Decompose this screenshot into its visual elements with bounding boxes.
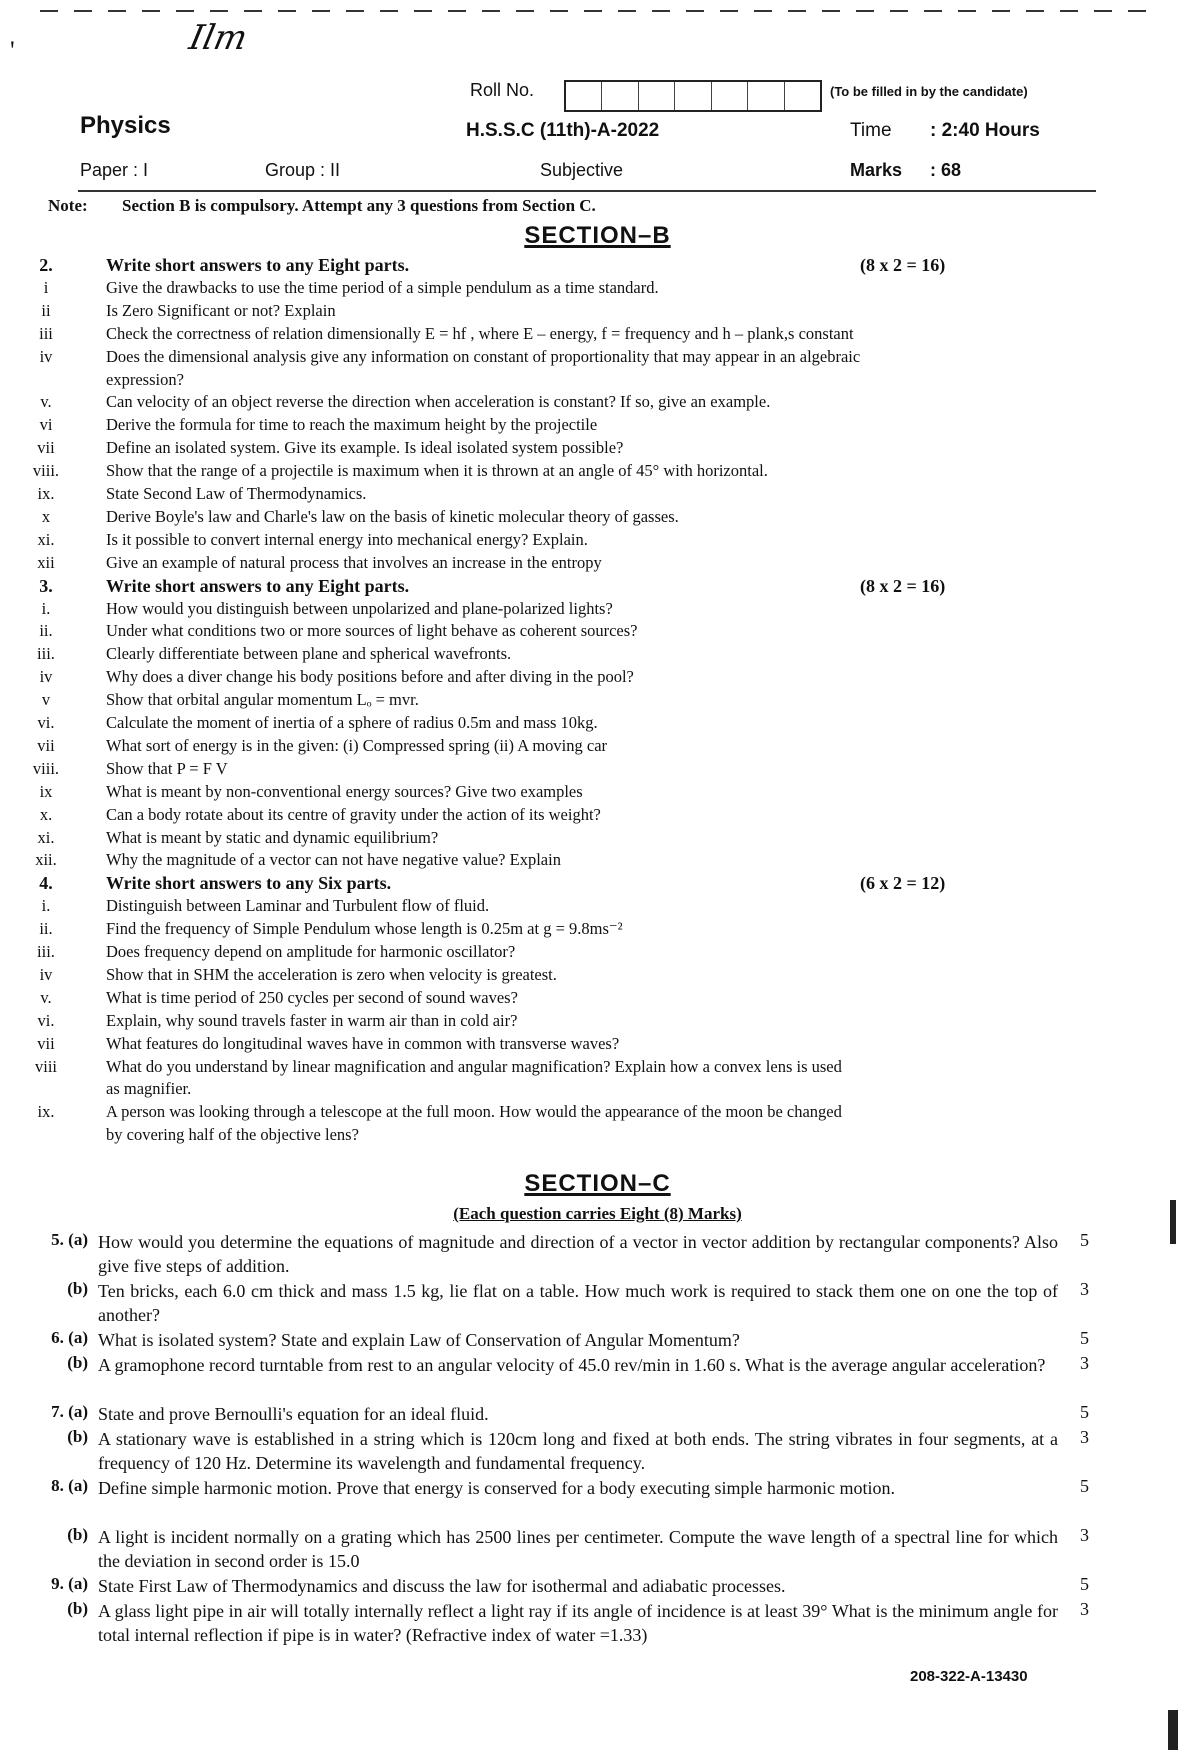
- part-number: iii.: [37, 644, 55, 664]
- part-number: i: [43, 277, 49, 297]
- question-number: (b): [67, 1279, 88, 1298]
- edge-mark-bottom: [1168, 1710, 1178, 1750]
- margin-mark: ': [10, 36, 15, 65]
- part-text: Can velocity of an object reverse the direction when acceleration is constant? If so, give an example.: [106, 392, 771, 412]
- part-text: State Second Law of Thermodynamics.: [106, 484, 367, 503]
- part-number: vi.: [37, 1010, 55, 1030]
- question-text: A glass light pipe in air will totally internally reflect a light ray if its angle of incidence is at least 39° What is the minimum angle for total internal reflection if pipe is in water? (Refractive index of water =1.33): [98, 1601, 1058, 1645]
- question-title: Write short answers to any Eight parts.: [106, 255, 410, 275]
- question-title: Write short answers to any Six parts.: [106, 873, 392, 894]
- part-text: Does the dimensional analysis give any information on constant of proportionality that may appear in an algebraic: [106, 346, 861, 366]
- part-number: i.: [41, 598, 51, 618]
- part-text: as magnifier.: [106, 1079, 192, 1099]
- part-number: v.: [40, 987, 52, 1007]
- part-number: viii: [34, 1056, 57, 1076]
- question-text: Define simple harmonic motion. Prove that energy is conserved for a body executing simple harmonic motion.: [98, 1478, 895, 1498]
- part-number: viii.: [32, 758, 60, 778]
- part-text: Define an isolated system. Give its example. Is ideal isolated system possible?: [106, 438, 624, 458]
- question-marks: (8 x 2 = 16): [860, 575, 946, 596]
- header-divider: [78, 190, 1096, 192]
- part-text: What sort of energy is in the given: (i) Compressed spring (ii) A moving car: [106, 735, 608, 755]
- question-number: (b): [67, 1599, 88, 1618]
- part-text: What do you understand by linear magnification and angular magnification? Explain how a convex lens is used: [106, 1056, 842, 1076]
- handwritten-signature: Ilm: [185, 18, 251, 58]
- question-marks: 3: [1080, 1279, 1089, 1299]
- question-title: Write short answers to any Eight parts.: [106, 575, 410, 596]
- marks-value: : 68: [930, 160, 962, 180]
- part-number: i.: [41, 896, 51, 916]
- question-number: (b): [67, 1427, 88, 1446]
- part-text: Find the frequency of Simple Pendulum whose length is 0.25m at g = 9.8ms⁻²: [106, 919, 623, 939]
- part-number: vii: [37, 438, 55, 458]
- edge-mark: [1170, 1200, 1176, 1244]
- part-text: Show that orbital angular momentum Lₒ = mvr.: [106, 690, 419, 710]
- part-number: ix: [39, 781, 53, 801]
- question-number: 6. (a): [51, 1328, 88, 1347]
- part-number: iv: [39, 667, 53, 687]
- question-marks: 5: [1080, 1328, 1089, 1348]
- part-number: iii: [39, 323, 53, 343]
- note-text: Section B is compulsory. Attempt any 3 questions from Section C.: [122, 196, 596, 215]
- part-number: vi: [39, 415, 53, 435]
- note-label: Note:: [48, 196, 88, 215]
- question-text: State First Law of Thermodynamics and discuss the law for isothermal and adiabatic processes.: [98, 1576, 786, 1596]
- part-number: ix.: [37, 484, 55, 503]
- part-text: Is it possible to convert internal energy into mechanical energy? Explain.: [106, 529, 588, 549]
- roll-number-boxes[interactable]: [564, 80, 822, 112]
- part-text: Under what conditions two or more sources of light behave as coherent sources?: [106, 621, 638, 641]
- part-text: How would you distinguish between unpolarized and plane-polarized lights?: [106, 598, 613, 618]
- part-text: A person was looking through a telescope at the full moon. How would the appearance of the moon be changed: [106, 1102, 842, 1122]
- part-text: Can a body rotate about its centre of gravity under the action of its weight?: [106, 804, 601, 824]
- question-number: (b): [67, 1525, 88, 1544]
- part-text: What is time period of 250 cycles per second of sound waves?: [106, 987, 518, 1007]
- question-marks: 5: [1080, 1230, 1089, 1250]
- part-text: Give the drawbacks to use the time period of a simple pendulum as a time standard.: [106, 277, 659, 297]
- group-label: Group : II: [265, 160, 341, 180]
- part-number: xii: [37, 552, 55, 572]
- question-marks: (6 x 2 = 12): [860, 873, 946, 894]
- part-number: vii: [37, 1033, 55, 1053]
- question-text: A gramophone record turntable from rest to an angular velocity of 45.0 rev/min in 1.60 s. What is the average angular acceleration?: [98, 1355, 1046, 1375]
- part-number: v.: [40, 392, 52, 412]
- question-number: 7. (a): [51, 1402, 88, 1421]
- question-marks: 5: [1080, 1402, 1089, 1422]
- part-text: Show that the range of a projectile is maximum when it is thrown at an angle of 45° with horizontal.: [106, 461, 768, 481]
- part-text: expression?: [106, 369, 184, 389]
- part-text: Show that P = F V: [106, 758, 228, 778]
- question-number: 9. (a): [51, 1574, 88, 1593]
- question-text: A stationary wave is established in a string which is 120cm long and fixed at both ends. The string vibrates in four segments, at a frequency of 120 Hz. Determine its wavelength and fundamental frequency.: [98, 1429, 1058, 1473]
- section-c-title: SECTION–C: [524, 1170, 671, 1197]
- section-c-subtitle: (Each question carries Eight (8) Marks): [453, 1204, 742, 1223]
- question-marks: 5: [1080, 1574, 1089, 1594]
- part-text: Give an example of natural process that involves an increase in the entropy: [106, 552, 602, 572]
- part-number: vii: [37, 735, 55, 755]
- roll-label: Roll No.: [470, 80, 535, 100]
- part-number: viii.: [32, 461, 60, 481]
- part-text: by covering half of the objective lens?: [106, 1125, 359, 1145]
- question-text: How would you determine the equations of magnitude and direction of a vector in vector addition by rectangular components? Also give five steps of addition.: [98, 1232, 1058, 1276]
- part-text: Derive Boyle's law and Charle's law on the basis of kinetic molecular theory of gasses.: [106, 506, 679, 526]
- part-text: Calculate the moment of inertia of a sphere of radius 0.5m and mass 10kg.: [106, 713, 598, 732]
- part-number: iv: [39, 346, 53, 366]
- subjective-label: Subjective: [540, 160, 624, 180]
- part-number: ix.: [37, 1102, 55, 1122]
- marks-label: Marks: [850, 160, 903, 180]
- question-number: 2.: [39, 255, 53, 275]
- question-marks: 3: [1080, 1599, 1089, 1619]
- roll-note: (To be filled in by the candidate): [830, 84, 1028, 99]
- question-marks: (8 x 2 = 16): [860, 255, 946, 275]
- question-marks: 5: [1080, 1476, 1089, 1496]
- part-text: What is meant by non-conventional energy sources? Give two examples: [106, 781, 583, 801]
- part-number: x.: [39, 804, 53, 824]
- question-text: State and prove Bernoulli's equation for an ideal fluid.: [98, 1404, 489, 1424]
- paper-label: Paper : I: [80, 160, 149, 180]
- top-edge-dashes: [40, 10, 1150, 12]
- part-number: ii.: [39, 919, 53, 939]
- part-number: v: [41, 690, 51, 710]
- part-number: iii.: [37, 942, 55, 961]
- part-number: x: [41, 506, 51, 526]
- time-label: Time: [850, 120, 892, 141]
- part-number: xii.: [35, 850, 57, 870]
- part-text: Is Zero Significant or not? Explain: [106, 300, 336, 320]
- part-number: ii.: [39, 621, 53, 641]
- time-value: : 2:40 Hours: [930, 120, 1040, 141]
- question-text: Ten bricks, each 6.0 cm thick and mass 1.5 kg, lie flat on a table. How much work is required to stack them one on one the top of another?: [98, 1281, 1058, 1325]
- part-number: ii: [41, 300, 51, 320]
- part-text: What features do longitudinal waves have in common with transverse waves?: [106, 1033, 620, 1053]
- part-text: What is meant by static and dynamic equilibrium?: [106, 827, 439, 847]
- part-text: Show that in SHM the acceleration is zero when velocity is greatest.: [106, 964, 557, 984]
- subject-title: Physics: [80, 112, 171, 139]
- part-number: xi.: [37, 529, 55, 549]
- part-number: iv: [39, 964, 53, 984]
- part-text: Why does a diver change his body positions before and after diving in the pool?: [106, 667, 634, 687]
- part-text: Check the correctness of relation dimensionally E = hf , where E – energy, f = frequency and h – plank,s constant: [106, 323, 854, 343]
- part-number: xi.: [37, 827, 55, 847]
- section-b-title: SECTION–B: [524, 222, 671, 249]
- question-marks: 3: [1080, 1427, 1089, 1447]
- part-number: vi.: [37, 713, 55, 732]
- question-number: 3.: [39, 575, 53, 596]
- paper-code: 208-322-A-13430: [910, 1668, 1028, 1685]
- question-text: A light is incident normally on a grating which has 2500 lines per centimeter. Compute the wave length of a spectral line for which the deviation in second order is 15.0: [98, 1527, 1058, 1571]
- part-text: Explain, why sound travels faster in warm air than in cold air?: [106, 1010, 518, 1030]
- exam-title: H.S.S.C (11th)-A-2022: [466, 120, 660, 141]
- question-number: 5. (a): [51, 1230, 88, 1249]
- part-text: Clearly differentiate between plane and spherical wavefronts.: [106, 644, 512, 664]
- question-marks: 3: [1080, 1525, 1089, 1545]
- part-text: Does frequency depend on amplitude for harmonic oscillator?: [106, 942, 516, 961]
- question-number: (b): [67, 1353, 88, 1372]
- question-number: 8. (a): [51, 1476, 88, 1495]
- part-text: Distinguish between Laminar and Turbulent flow of fluid.: [106, 896, 490, 916]
- part-text: Derive the formula for time to reach the maximum height by the projectile: [106, 415, 598, 435]
- question-marks: 3: [1080, 1353, 1089, 1373]
- part-text: Why the magnitude of a vector can not have negative value? Explain: [106, 850, 561, 870]
- question-text: What is isolated system? State and explain Law of Conservation of Angular Momentum?: [98, 1330, 740, 1350]
- question-number: 4.: [39, 873, 53, 894]
